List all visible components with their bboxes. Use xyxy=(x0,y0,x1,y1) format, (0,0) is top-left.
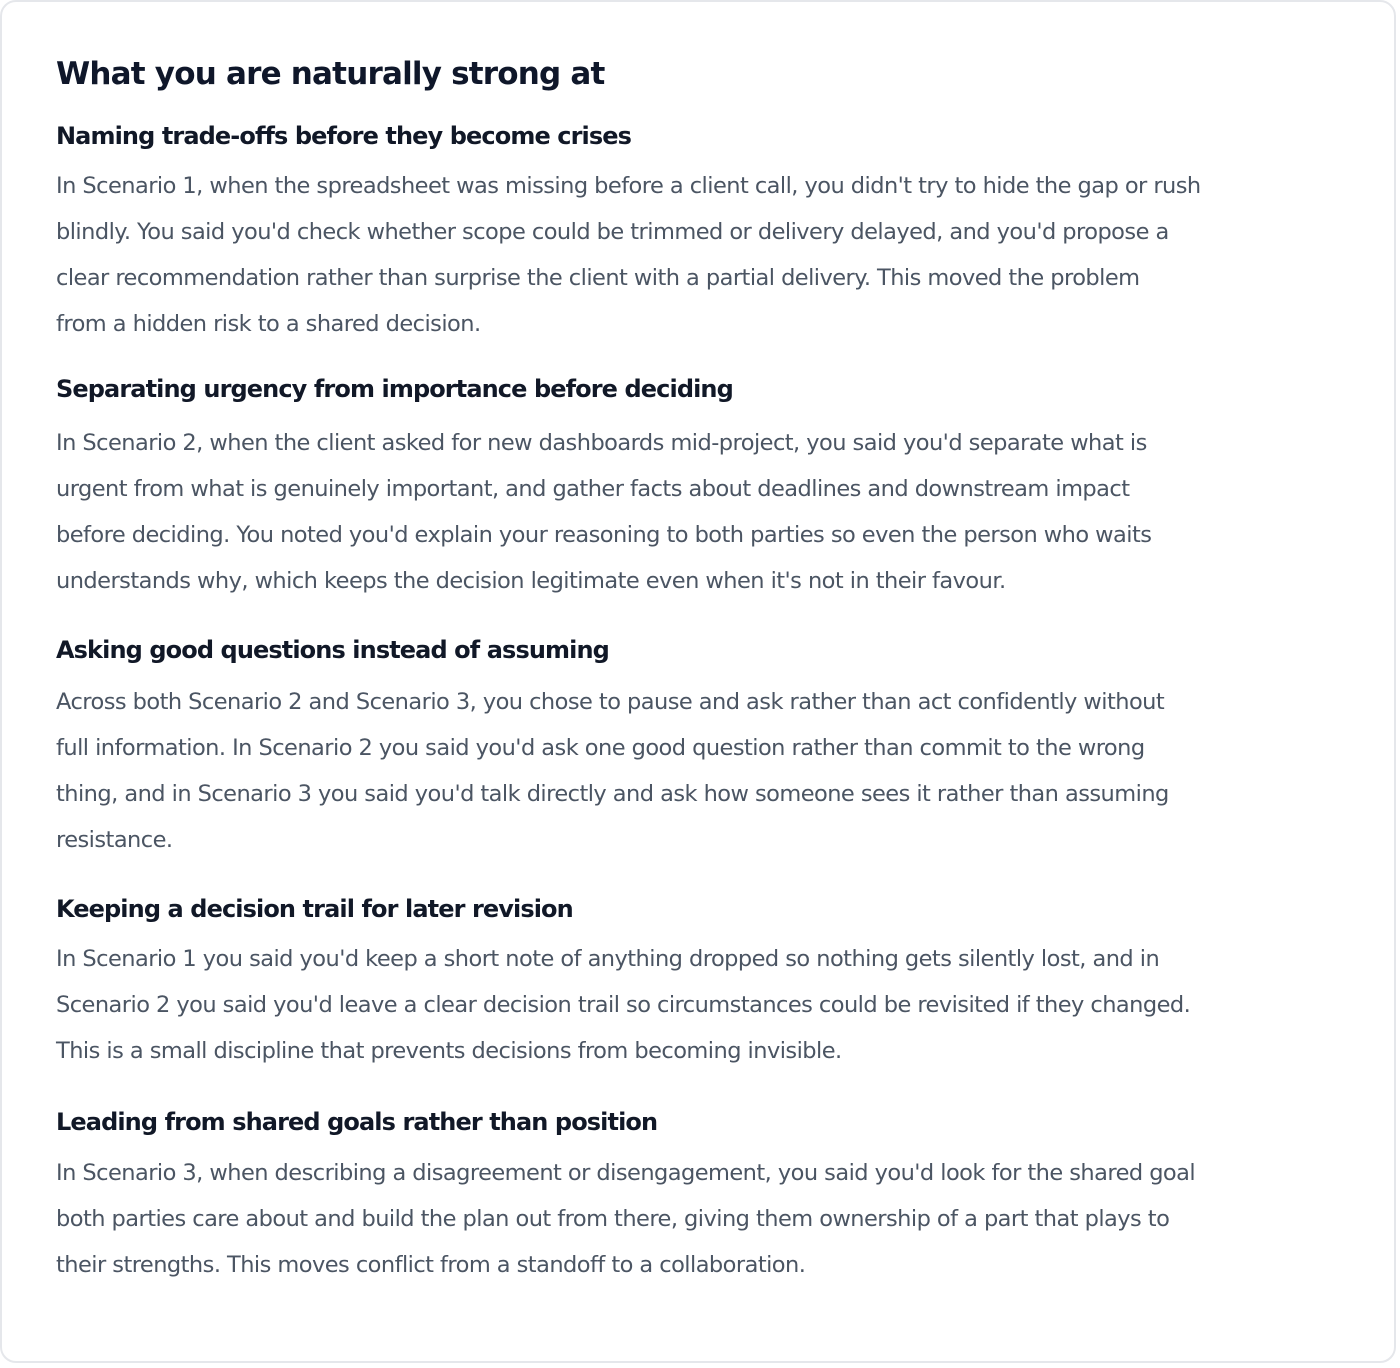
body-line: In Scenario 1 you said you'd keep a short note of anything dropped so nothing gets silently lost, and in xyxy=(56,946,1160,972)
body-line: resistance. xyxy=(56,827,173,853)
section-body xyxy=(56,1150,1366,1288)
section-heading: Separating urgency from importance before deciding xyxy=(56,375,733,403)
body-line: In Scenario 1, when the spreadsheet was missing before a client call, you didn't try to hide the gap or rush xyxy=(56,173,1201,199)
body-line: both parties care about and build the plan out from there, giving them ownership of a part that plays to xyxy=(56,1206,1170,1232)
strength-section xyxy=(56,120,1366,347)
body-line: In Scenario 3, when describing a disagreement or disengagement, you said you'd look for the shared goal xyxy=(56,1160,1196,1186)
body-line: blindly. You said you'd check whether scope could be trimmed or delivery delayed, and you'd propose a xyxy=(56,219,1169,245)
section-heading: Naming trade-offs before they become crises xyxy=(56,122,632,150)
strength-section xyxy=(56,373,1366,604)
section-body xyxy=(56,679,1366,863)
strength-section xyxy=(56,893,1366,1074)
body-line: urgent from what is genuinely important, and gather facts about deadlines and downstream impact xyxy=(56,476,1130,502)
body-line: from a hidden risk to a shared decision. xyxy=(56,311,481,337)
body-line: This is a small discipline that prevents decisions from becoming invisible. xyxy=(56,1038,842,1064)
strength-section xyxy=(56,1106,1366,1288)
body-line: their strengths. This moves conflict from a standoff to a collaboration. xyxy=(56,1252,806,1278)
body-line: before deciding. You noted you'd explain your reasoning to both parties so even the person who waits xyxy=(56,522,1152,548)
body-line: full information. In Scenario 2 you said you'd ask one good question rather than commit to the wrong xyxy=(56,735,1145,761)
section-body xyxy=(56,936,1366,1074)
section-heading: Asking good questions instead of assuming xyxy=(56,636,609,664)
section-heading: Leading from shared goals rather than position xyxy=(56,1108,658,1136)
section-body xyxy=(56,163,1366,347)
body-line: understands why, which keeps the decision legitimate even when it's not in their favour. xyxy=(56,568,1006,594)
page-title: What you are naturally strong at xyxy=(56,56,605,92)
section-body xyxy=(56,420,1366,604)
body-line: Scenario 2 you said you'd leave a clear decision trail so circumstances could be revisited if they changed. xyxy=(56,992,1191,1018)
body-line: Across both Scenario 2 and Scenario 3, you chose to pause and ask rather than act confidently without xyxy=(56,689,1165,715)
body-line: thing, and in Scenario 3 you said you'd talk directly and ask how someone sees it rather than assuming xyxy=(56,781,1169,807)
section-heading: Keeping a decision trail for later revision xyxy=(56,895,573,923)
strength-section xyxy=(56,634,1366,863)
body-line: In Scenario 2, when the client asked for new dashboards mid-project, you said you'd separate what is xyxy=(56,430,1147,456)
body-line: clear recommendation rather than surprise the client with a partial delivery. This moved the problem xyxy=(56,265,1140,291)
